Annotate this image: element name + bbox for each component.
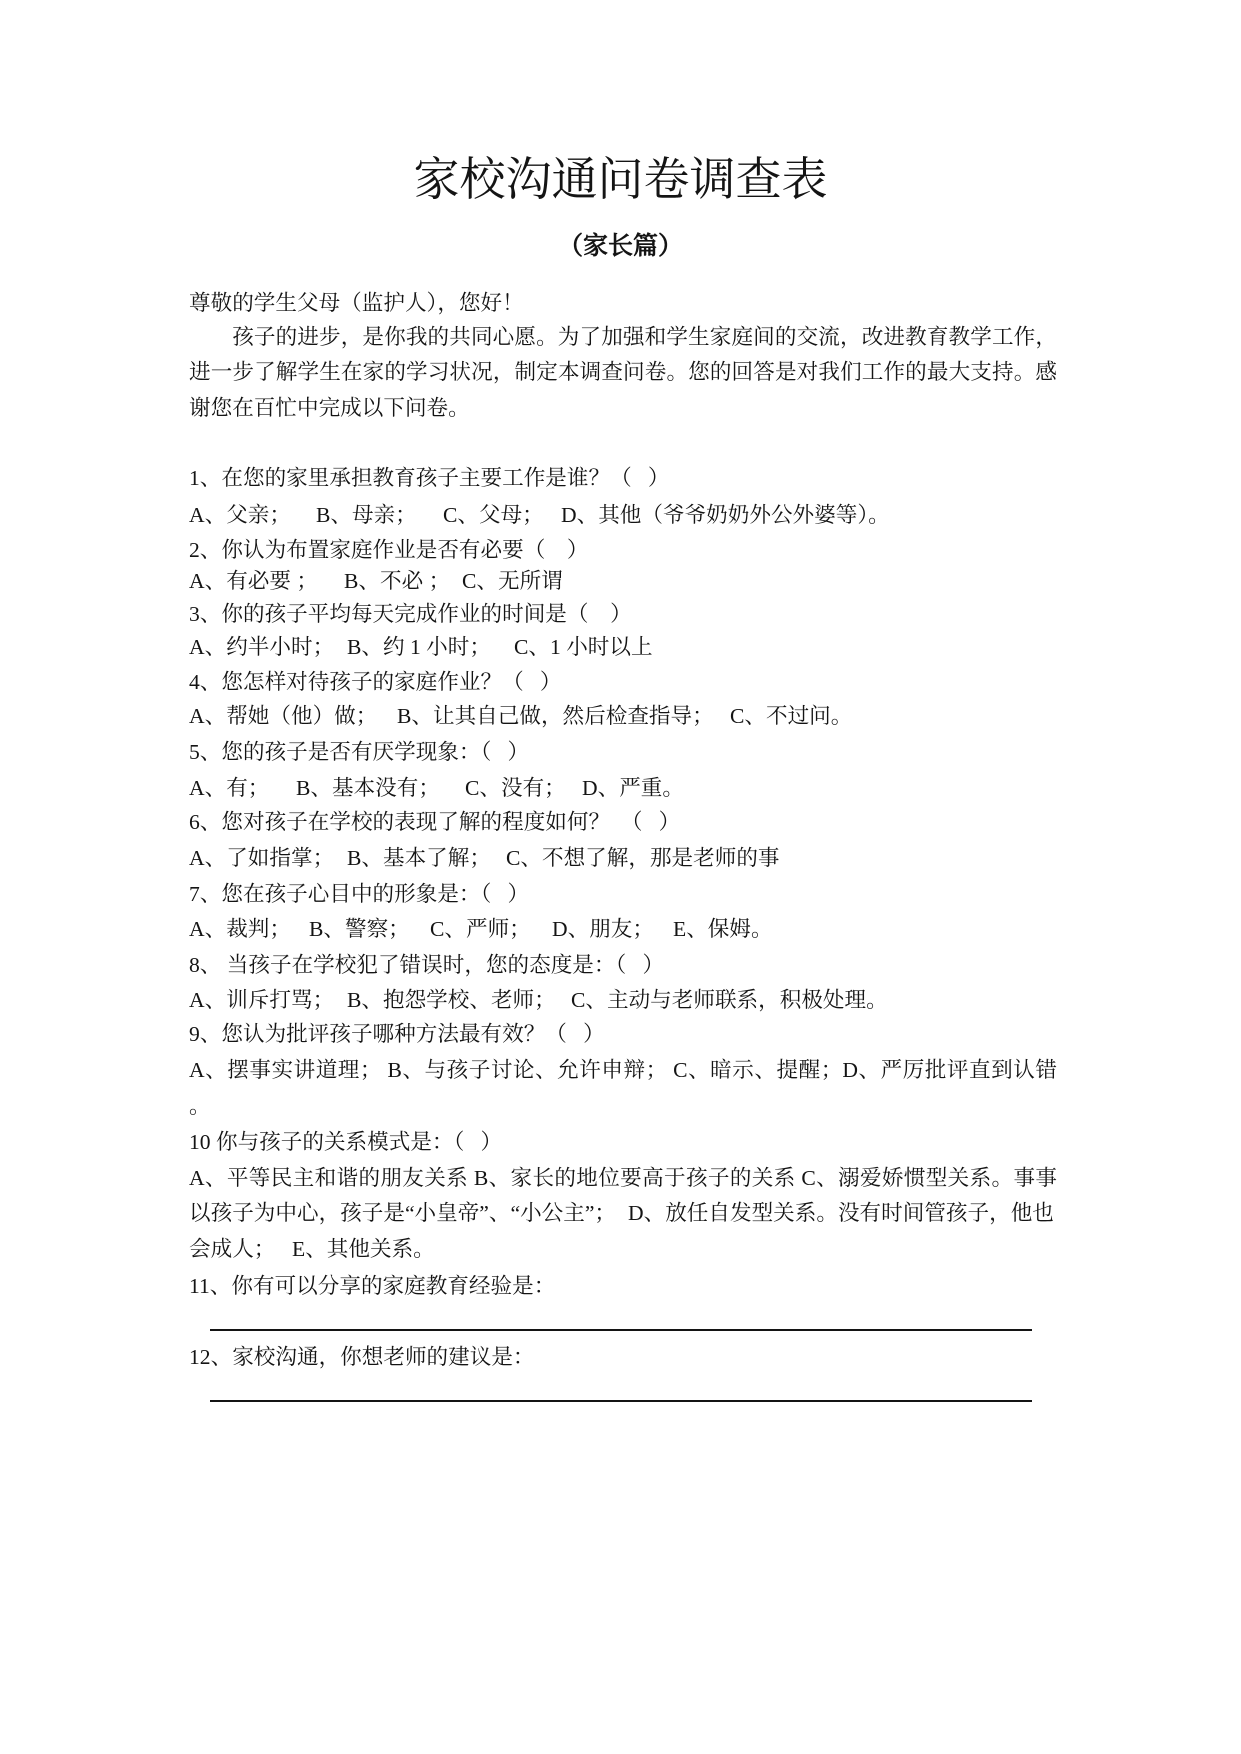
option-c-d: C、暗示、提醒；D、严厉批评直到认错 [673,1058,1057,1082]
question-3-options [0,632,1241,662]
option-a: A、父亲； [189,503,291,527]
question-11: 11、你有可以分享的家庭教育经验是： [189,1274,556,1298]
answer-line-11 [210,1329,1032,1331]
question-9: 9、您认为批评孩子哪种方法最有效？（ ） [189,1022,605,1046]
intro-line-2: 进一步了解学生在家的学习状况，制定本调查问卷。您的回答是对我们工作的最大支持。感 [189,360,1057,384]
option-c: C、主动与老师联系，积极处理。 [571,988,888,1012]
option-b: B、基本没有； [296,776,440,800]
option-c: C、1 小时以上 [514,635,653,659]
question-5-options [0,773,1241,803]
option-d-continued: 会成人； [189,1237,276,1261]
option-e: E、其他关系。 [292,1237,435,1261]
option-c: C、无所谓 [462,569,563,593]
option-e: E、保姆。 [673,917,773,941]
question-4: 4、您怎样对待孩子的家庭作业？（ ） [189,670,562,694]
question-4-options [0,701,1241,731]
question-7-options [0,914,1241,944]
answer-line-12 [210,1400,1032,1402]
question-10: 10 你与孩子的关系模式是：（ ） [189,1130,503,1154]
question-7: 7、您在孩子心目中的形象是：（ ） [189,882,530,906]
option-a: A、帮她（他）做； [189,704,378,728]
option-c-continued: 以孩子为中心，孩子是“小皇帝”、“小公主”； [189,1201,617,1225]
option-b: B、警察； [309,917,410,941]
question-10-options-line-1: A、平等民主和谐的朋友关系 B、家长的地位要高于孩子的关系 C、溺爱娇惯型关系。事事 [189,1166,1057,1190]
question-1: 1、在您的家里承担教育孩子主要工作是谁？（ ） [189,466,670,490]
option-a: A、有必要 ； [189,569,318,593]
question-2: 2、你认为布置家庭作业是否有必要（ ） [189,538,589,562]
question-10-options-line-3 [0,1234,1241,1264]
question-6: 6、您对孩子在学校的表现了解的程度如何？ （ ） [189,810,681,834]
question-5: 5、您的孩子是否有厌学现象：（ ） [189,740,530,764]
question-2-options [0,566,1241,596]
option-c: C、父母； [443,503,544,527]
option-b: B、约 1 小时； [347,635,491,659]
greeting: 尊敬的学生父母（监护人），您好！ [189,291,524,315]
option-d: D、朋友； [552,917,654,941]
intro-line-3: 谢您在百忙中完成以下问卷。 [189,396,470,420]
option-d: D、严重。 [582,776,684,800]
intro-line-1: 孩子的进步，是你我的共同心愿。为了加强和学生家庭间的交流，改进教育教学工作， [232,325,1057,349]
question-6-options [0,843,1241,873]
option-c: C、不想了解，那是老师的事 [506,846,780,870]
option-b: B、母亲； [316,503,417,527]
option-b: B、与孩子讨论、允许申辩； [387,1058,668,1082]
question-10-options-line-2 [0,1198,1241,1228]
question-9-options-line-1 [189,1055,1057,1085]
option-b: B、基本了解； [347,846,491,870]
question-9-options-line-2: 。 [189,1094,211,1118]
option-d: D、其他（爷爷奶奶外公外婆等）。 [561,503,890,527]
option-c: C、严师； [430,917,531,941]
option-a: A、约半小时； [189,635,335,659]
option-c: C、没有； [465,776,566,800]
option-a: A、裁判； [189,917,291,941]
option-b: B、让其自己做，然后检查指导； [397,704,714,728]
option-a: A、训斥打骂； [189,988,335,1012]
question-8: 8、 当孩子在学校犯了错误时，您的态度是：（ ） [189,953,665,977]
option-b: B、不必 ； [344,569,451,593]
option-d: D、放任自发型关系。没有时间管孩子，他也 [628,1201,1054,1225]
document-title: 家校沟通问卷调查表 [413,154,828,205]
option-a: A、了如指掌； [189,846,335,870]
option-a: A、摆事实讲道理； [189,1058,382,1082]
question-1-options [0,500,1241,530]
option-a: A、有； [189,776,270,800]
option-b: B、抱怨学校、老师； [347,988,556,1012]
option-c: C、不过问。 [730,704,853,728]
question-12: 12、家校沟通，你想老师的建议是： [189,1345,535,1369]
question-3: 3、你的孩子平均每天完成作业的时间是（ ） [189,602,632,626]
question-8-options [0,985,1241,1015]
document-subtitle: （家长篇） [557,233,683,260]
